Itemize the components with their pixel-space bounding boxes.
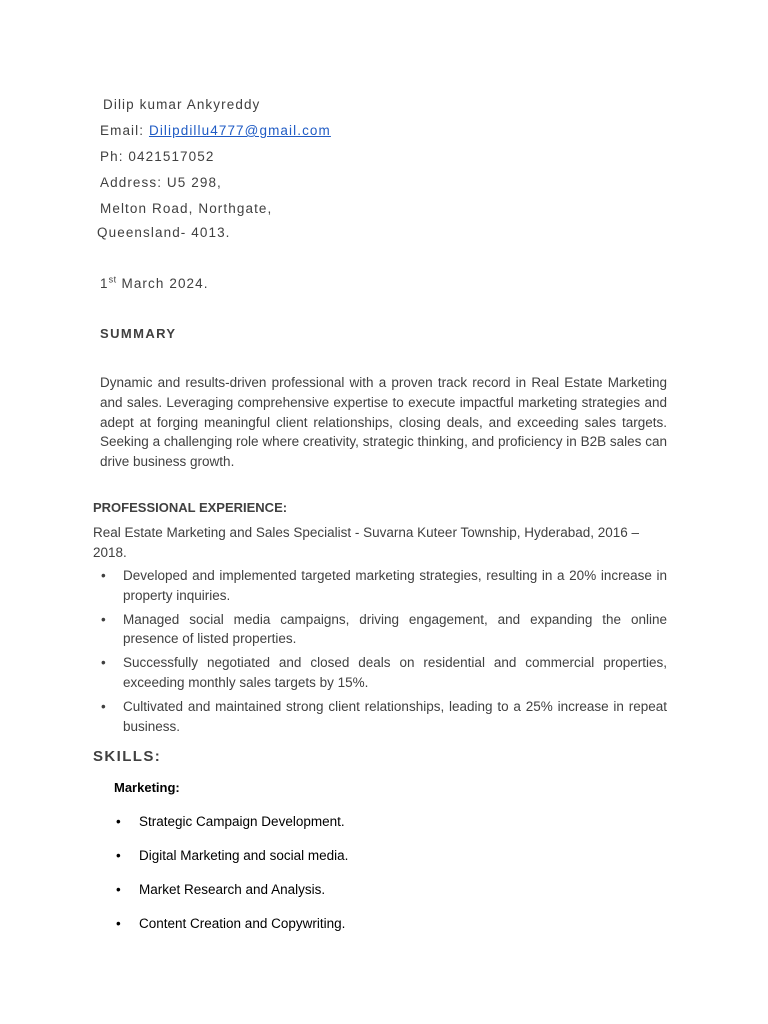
experience-item-text: Developed and implemented targeted marketing strategies, resulting in a 20% increase in property inquiries. [123, 568, 667, 603]
contact-address-line1: Address: U5 298, [100, 175, 222, 190]
marketing-heading: Marketing: [114, 780, 180, 795]
email-link[interactable]: Dilipdillu4777@gmail.com [148, 123, 331, 138]
experience-item-text: Cultivated and maintained strong client relationships, leading to a 25% increase in repeat business. [123, 698, 667, 734]
skill-item [114, 847, 348, 881]
experience-item [93, 566, 667, 606]
date-day: 1 [100, 276, 109, 291]
experience-heading: PROFESSIONAL EXPERIENCE: [93, 500, 288, 515]
marketing-skills-list [114, 813, 348, 949]
bullet-icon: • [116, 814, 121, 829]
email-label: Email: [100, 123, 149, 138]
contact-email-line [100, 122, 331, 140]
job-title: Real Estate Marketing and Sales Specialist - Suvarna Kuteer Township, Hyderabad, 2016 – 2018. [93, 525, 640, 560]
date-suffix: st [108, 274, 117, 285]
summary-heading: SUMMARY [100, 326, 177, 341]
experience-item [93, 697, 667, 737]
skill-item-text: Strategic Campaign Development. [139, 814, 345, 829]
contact-address-line2: Melton Road, Northgate, [100, 201, 273, 216]
experience-item [93, 610, 667, 650]
skill-item [114, 813, 348, 847]
contact-name: Dilip kumar Ankyreddy [103, 97, 261, 112]
date-rest: March 2024. [116, 276, 209, 291]
skill-item [114, 915, 348, 949]
bullet-icon: • [116, 882, 121, 897]
skill-item-text: Digital Marketing and social media. [139, 848, 349, 863]
bullet-icon: • [101, 655, 106, 671]
skill-item-text: Content Creation and Copywriting. [139, 916, 346, 931]
skill-item-text: Market Research and Analysis. [139, 882, 326, 897]
bullet-icon: • [101, 698, 106, 714]
experience-item [93, 653, 667, 693]
bullet-icon: • [116, 916, 121, 931]
bullet-icon: • [101, 611, 106, 627]
contact-address-line3: Queensland- 4013. [97, 225, 231, 240]
experience-item-text: Successfully negotiated and closed deals on residential and commercial properties, exceeding monthly sales targets by 15%. [123, 655, 667, 690]
skill-item [114, 881, 348, 915]
bullet-icon: • [116, 848, 121, 863]
contact-phone: Ph: 0421517052 [100, 149, 215, 164]
bullet-icon: • [101, 568, 106, 583]
skills-heading: SKILLS: [93, 748, 162, 765]
summary-text: Dynamic and results-driven professional with a proven track record in Real Estate Marketing and sales. Leveraging comprehensive expertise to execute impactful marketing strategies and adept at forging meaningful client relationships, closing deals, and exceeding sales targets. Seeking a challenging role where creativity, strategic thinking, and proficiency in B2B sales can drive business growth. [100, 375, 667, 470]
experience-list [93, 566, 667, 740]
experience-item-text: Managed social media campaigns, driving engagement, and expanding the online presence of listed properties. [123, 611, 667, 647]
letter-date [100, 275, 209, 293]
